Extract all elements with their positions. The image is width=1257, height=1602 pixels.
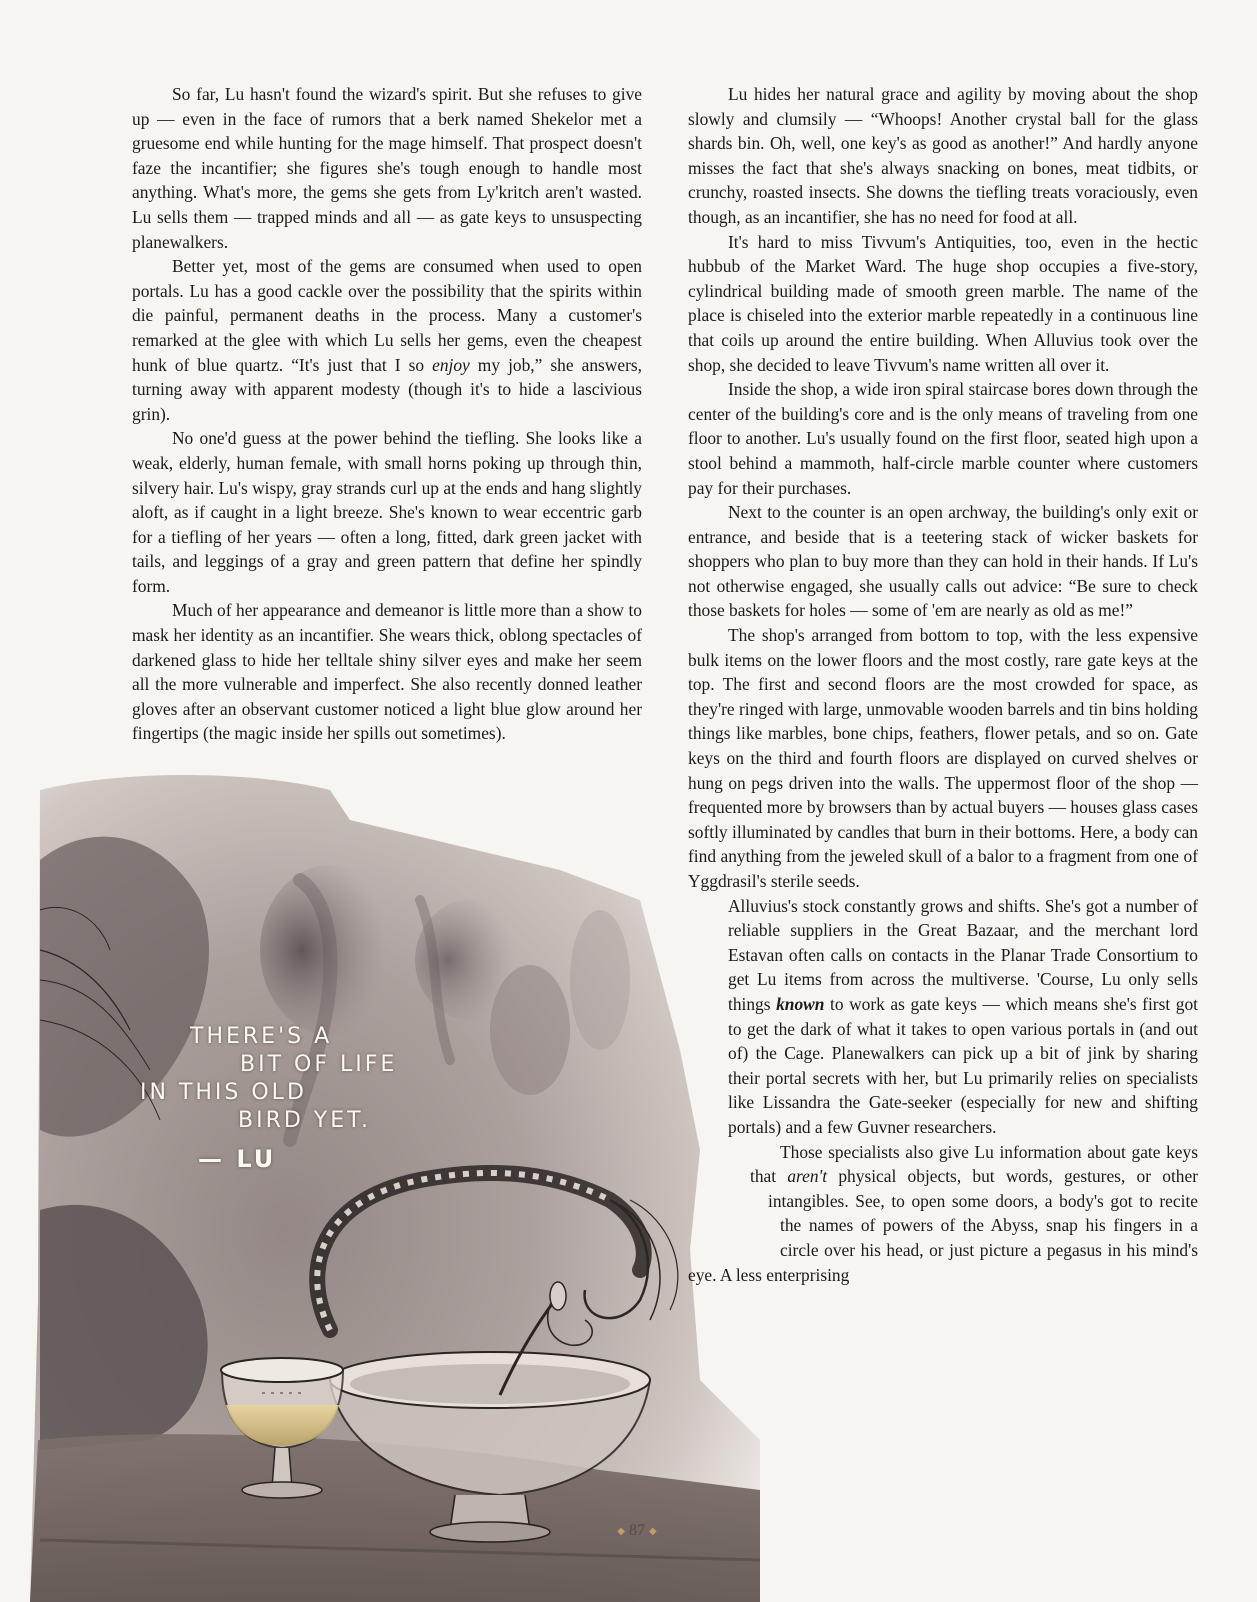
right-text-column <box>688 82 1198 1287</box>
specialists-text-end: physical objects, but words, gestures, or other intangibles. See, to open some doors, a body's got to recite the names of powers of the Abyss, snap his fingers in a circle over his head, or just picture a pegasus in his mind's eye. A less enterprising <box>688 1166 1198 1285</box>
emphasis-known: known <box>776 993 825 1014</box>
paragraph: So far, Lu hasn't found the wizard's spirit. But she refuses to give up — even in the face of rumors that a berk named Shekelor met a gruesome end while hunting for the mage himself. That prospect doesn't faze the incantifier; she figures she's tough enough to handle most anything. What's more, the gems she gets from Ly'kritch aren't wasted. Lu sells them — trapped minds and all — as gate keys to unsuspecting planewalkers. <box>132 84 642 252</box>
wrap-spacer <box>688 1140 740 1165</box>
emphasis-enjoy: enjoy <box>432 354 470 375</box>
paragraph: The shop's arranged from bottom to top, with the less expensive bulk items on the lower floors and the most costly, rare gate keys at the top. The first and second floors are the most crowded for space, as they're ringed with large, unmovable wooden barrels and tin bins holding things like marbles, bone chips, feathers, flower petals, and so on. Gate keys on the third and fourth floors are displayed on curved shelves or hung on pegs driven into the walls. The uppermost floor of the shop — frequented more by browsers than by actual buyers — houses glass cases softly illuminated by candles that burn in their bottoms. Here, a body can find anything from the jeweled skull of a balor to a fragment from one of Yggdrasil's sterile seeds. <box>688 625 1198 891</box>
quote-start: “It's just that I so <box>291 354 433 375</box>
paragraph: It's hard to miss Tivvum's Antiquities, too, even in the hectic hubbub of the Market Ward. The huge shop occupies a five-story, cylindrical building made of smooth green marble. The name of the place is chiseled into the exterior marble repeatedly in a continuous line that coils up around the entire building. When Alluvius took over the shop, she decided to leave Tivvum's name written all over it. <box>688 231 1198 375</box>
emphasis-arent: aren't <box>787 1166 828 1187</box>
wrap-spacer <box>688 1017 723 1042</box>
quote-line: IN THIS OLD <box>140 1080 307 1105</box>
paragraph: Lu hides her natural grace and agility by moving about the shop slowly and clumsily — “Whoops! Another crystal ball for the glass shards bin. Oh, well, one key's as good as another!” And hardly anyone misses the fact that she's always snacking on bones, meat tidbits, or crunchy, roasted insects. She downs the tiefling treats voraciously, even though, as an incantifier, she has no need for food at all. <box>688 84 1198 227</box>
wrap-spacer <box>688 1115 728 1140</box>
paragraph-text: Much of her appearance and demeanor is little more than a show to mask her identity as an incantifier. She wears thick, oblong spectacles of darkened glass to hide her telltale shiny silver eyes and make her seem all the more vulnerable and imperfect. She also recently donned leather gloves after an observant customer noticed a light blue glow around her fingertips (the magic inside her spills out sometimes). <box>132 600 642 744</box>
wrap-spacer <box>688 918 728 1016</box>
paragraph: Inside the shop, a wide iron spiral staircase bores down through the center of the building's core and is the only means of traveling from one floor to another. Lu's usually found on the first floor, seated high upon a stool behind a mammoth, half-circle marble counter where customers pay for their purchases. <box>688 379 1198 498</box>
quote-line: BIT OF LIFE <box>240 1052 398 1077</box>
quote-line: BIRD YET. <box>238 1108 371 1133</box>
page-number-value: 87 <box>629 1522 645 1539</box>
paragraph: No one'd guess at the power behind the tiefling. She looks like a weak, elderly, human female, with small horns poking up through thin, silvery hair. Lu's wispy, gray strands curl up at the ends and hang slightly aloft, as if caught in a light breeze. She's known to wear eccentric garb for a tiefling of her years — often a long, fitted, dark green jacket with tails, and leggings of a gray and green pattern that define her spindly form. <box>132 428 642 596</box>
paragraph-wrapped <box>132 598 642 746</box>
quote-line: THERE'S A <box>190 1024 333 1049</box>
page-number <box>612 1522 662 1540</box>
diamond-ornament-icon: ◆ <box>617 1525 625 1537</box>
stock-text-end: to work as gate keys — which means she's first got to get the dark of what it takes to open various portals in (and out of) the Cage. Planewalkers can pick up a bit of jink by sharing their portal secrets with her, but Lu primarily relies on specialists like Lissandra the Gate-seeker (especially for new and shifting portals) and a few Guvner researchers. <box>728 993 1198 1137</box>
wrap-spacer <box>688 1090 718 1115</box>
wrap-spacer <box>688 1164 750 1189</box>
diamond-ornament-icon: ◆ <box>649 1525 657 1537</box>
specialists-text-start: Those specialists also give Lu information about gate keys that <box>750 1141 1198 1187</box>
quote-end: my job,” she answers, turning away with apparent modesty (though it's to hide a lascivious grin). <box>132 354 642 424</box>
wrap-spacer <box>688 1066 692 1091</box>
left-text-column <box>132 82 642 746</box>
paragraph <box>132 254 642 426</box>
wrap-spacer <box>688 1213 780 1238</box>
quote-attribution: — LU <box>198 1145 277 1173</box>
stock-text-start: Alluvius's stock constantly grows and shifts. She's got a number of reliable suppliers in the Great Bazaar, and the merchant lord Estavan often calls on contacts in the Planar Trade Consortium to get Lu items from across the multiverse. 'Course, Lu only sells things <box>728 895 1198 1014</box>
wrap-spacer <box>688 1189 768 1214</box>
paragraph <box>688 894 1198 1140</box>
paragraph: Next to the counter is an open archway, the building's only exit or entrance, and beside that is a teetering stack of wicker baskets for shoppers who plan to buy more than they can hold in their hands. If Lu's not otherwise engaged, she usually calls out advice: “Be sure to check those baskets for holes — some of 'em are nearly as old as me!” <box>688 502 1198 621</box>
wrap-spacer <box>688 1041 706 1066</box>
paragraph-text: Better yet, most of the gems are consumed when used to open portals. Lu has a good cackle over the possibility that the spirits within die painful, permanent deaths in the process. Many a customer's remarked at the glee with which Lu sells her gems, even the cheapest hunk of blue quartz. <box>132 256 642 375</box>
